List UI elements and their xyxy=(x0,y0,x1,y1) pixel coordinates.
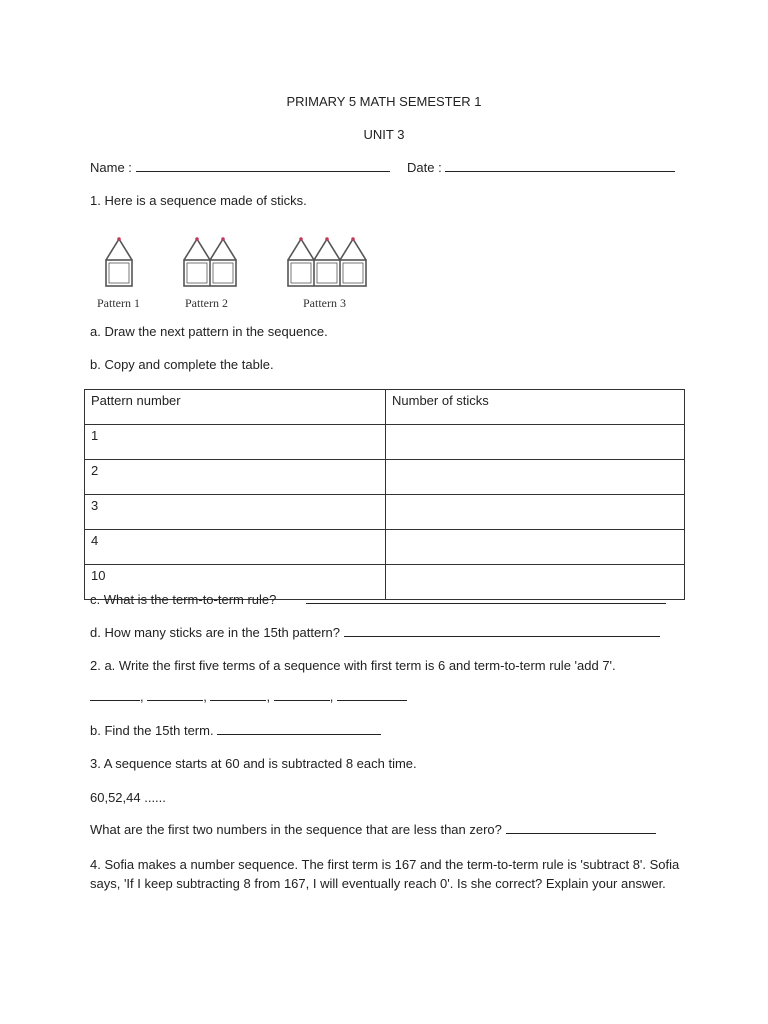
question-1-intro: 1. Here is a sequence made of sticks. xyxy=(90,193,307,208)
header-pattern-number: Pattern number xyxy=(85,390,386,425)
pattern-3-label: Pattern 3 xyxy=(303,296,346,310)
pattern-number-cell: 3 xyxy=(85,495,386,530)
question-1d xyxy=(90,625,660,640)
date-label: Date : xyxy=(407,160,442,175)
header-number-of-sticks: Number of sticks xyxy=(386,390,685,425)
pattern-2-drawing xyxy=(184,239,236,286)
question-3-answer-line[interactable] xyxy=(506,833,656,834)
table-row xyxy=(85,495,685,530)
question-2b-text: b. Find the 15th term. xyxy=(90,723,214,738)
table-row xyxy=(85,425,685,460)
question-3-sequence: 60,52,44 ...... xyxy=(90,790,166,805)
question-1b: b. Copy and complete the table. xyxy=(90,357,274,372)
question-3-prompt-text: What are the first two numbers in the sequence that are less than zero? xyxy=(90,822,502,837)
question-1c xyxy=(90,592,666,607)
term-blank[interactable] xyxy=(90,700,140,701)
sticks-answer-cell[interactable] xyxy=(386,495,685,530)
question-1d-answer-line[interactable] xyxy=(344,636,660,637)
page-title: PRIMARY 5 MATH SEMESTER 1 xyxy=(286,94,482,109)
pattern-3-drawing xyxy=(288,239,366,286)
question-2a: 2. a. Write the first five terms of a sequence with first term is 6 and term-to-term rule 'add 7'. xyxy=(90,658,616,673)
term-blank[interactable] xyxy=(147,700,203,701)
question-2b xyxy=(90,723,381,738)
question-4: 4. Sofia makes a number sequence. The first term is 167 and the term-to-term rule is 'subtract 8'. Sofia says, 'If I keep subtracting 8 from 167, I will eventually reach 0'. Is she correct? Explain your answer. xyxy=(90,857,680,891)
pattern-number-cell: 4 xyxy=(85,530,386,565)
question-3-prompt xyxy=(90,822,656,837)
pattern-1-label: Pattern 1 xyxy=(97,296,140,310)
term-blank[interactable] xyxy=(210,700,266,701)
question-2a-answer-blanks: , , , , xyxy=(90,689,407,704)
term-blank[interactable] xyxy=(274,700,330,701)
table-row xyxy=(85,530,685,565)
stick-tips xyxy=(117,237,355,241)
pattern-1-drawing xyxy=(106,239,132,286)
pattern-number-cell: 10 xyxy=(85,565,386,600)
question-2b-answer-line[interactable] xyxy=(217,734,381,735)
pattern-number-cell: 2 xyxy=(85,460,386,495)
unit-heading: UNIT 3 xyxy=(363,127,405,142)
pattern-number-cell: 1 xyxy=(85,425,386,460)
question-1d-text: d. How many sticks are in the 15th pattern? xyxy=(90,625,341,640)
sticks-answer-cell[interactable] xyxy=(386,460,685,495)
name-blank[interactable] xyxy=(136,171,390,172)
date-blank[interactable] xyxy=(445,171,675,172)
date-field xyxy=(407,160,675,175)
name-field xyxy=(90,160,390,175)
question-1c-text: c. What is the term-to-term rule? xyxy=(90,592,277,607)
sticks-answer-cell[interactable] xyxy=(386,530,685,565)
pattern-2-label: Pattern 2 xyxy=(185,296,228,310)
name-label: Name : xyxy=(90,160,132,175)
table-row xyxy=(85,460,685,495)
sticks-table xyxy=(84,389,685,600)
question-1a: a. Draw the next pattern in the sequence. xyxy=(90,324,328,339)
question-3: 3. A sequence starts at 60 and is subtracted 8 each time. xyxy=(90,756,417,771)
sticks-answer-cell[interactable] xyxy=(386,425,685,460)
stick-pattern-figure xyxy=(90,230,380,314)
table-header-row xyxy=(85,390,685,425)
question-1c-answer-line[interactable] xyxy=(306,603,666,604)
term-blank[interactable] xyxy=(337,700,407,701)
